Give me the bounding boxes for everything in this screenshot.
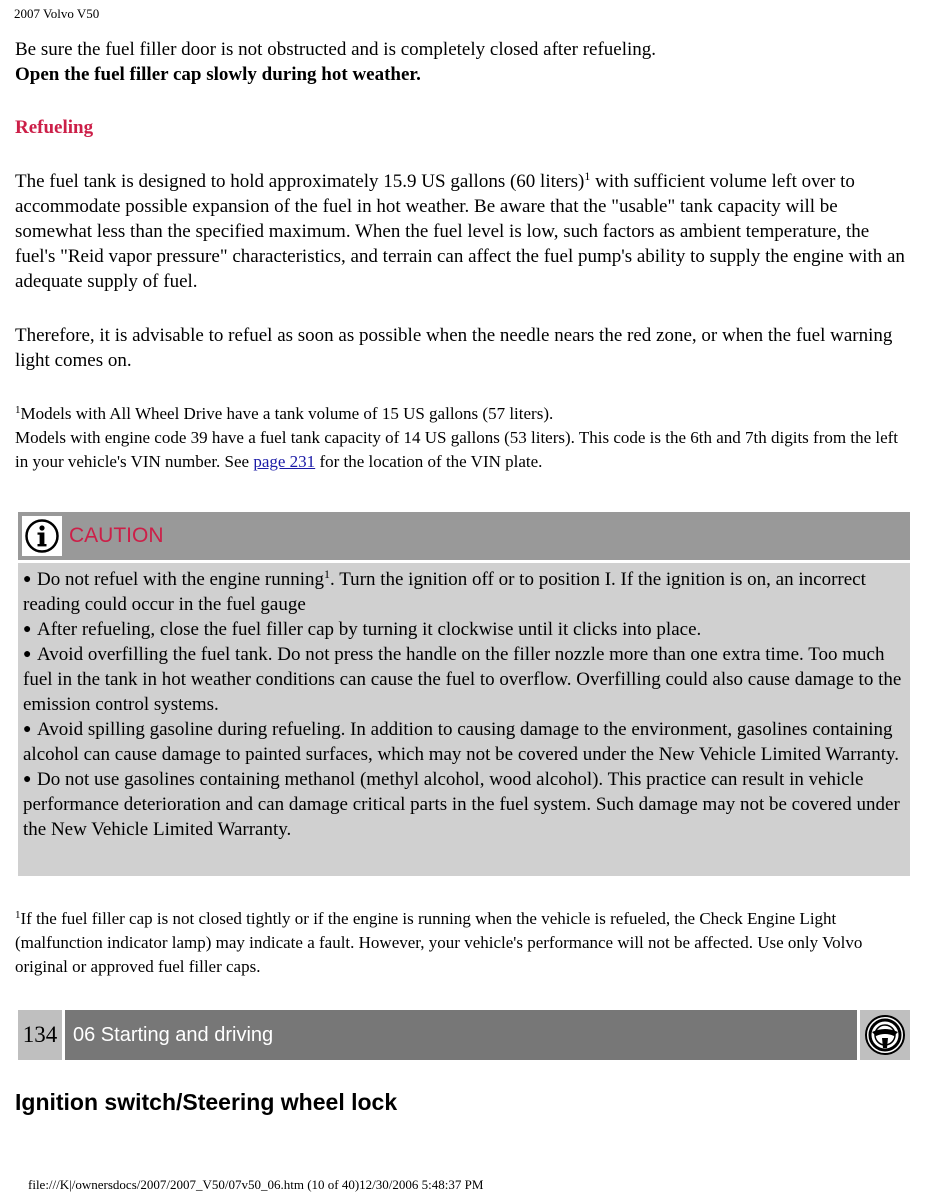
footnote-marker: 1 [584, 169, 591, 183]
refueling-paragraph-2: Therefore, it is advisable to refuel as soon as possible when the needle nears the red zone, or when the fuel warning light comes on. [15, 325, 893, 371]
caution-item: ● Avoid overfilling the fuel tank. Do not press the handle on the filler nozzle more than one extra time. Too much fuel in the tank in hot weather conditions can cause the fuel to overflow. Overfilling could also cause damage to the emission control systems. [23, 644, 902, 715]
footnote-marker: 1 [324, 567, 331, 581]
caution-item: ● Avoid spilling gasoline during refueling. In addition to causing damage to the environment, gasolines containing alcohol can cause damage to painted surfaces, which may not be covered under the New Vehicle Limited Warranty. [23, 719, 900, 765]
footnote-marker: 1 [15, 404, 21, 416]
info-icon [22, 516, 62, 556]
section-heading-refueling: Refueling [15, 117, 94, 138]
caution-box [18, 512, 910, 876]
steering-wheel-icon [857, 1010, 910, 1060]
caution-header [18, 512, 910, 563]
refueling-paragraph-1-text: The fuel tank is designed to hold approximately 15.9 US gallons (60 liters) [15, 171, 585, 192]
chapter-title: 06 Starting and driving [65, 1010, 857, 1060]
page-231-link[interactable]: page 231 [253, 452, 316, 471]
tank-footnote-line-2: Models with engine code 39 have a fuel tank capacity of 14 US gallons (53 liters). This code is the 6th and 7th digits from the left in your vehicle's VIN number. See page 231 for the location of the VIN plate. [15, 428, 899, 471]
section-heading-ignition: Ignition switch/Steering wheel lock [15, 1089, 398, 1115]
tank-footnote [15, 402, 910, 474]
intro-line: Be sure the fuel filler door is not obstructed and is completely closed after refueling. [15, 39, 657, 60]
bullet-icon: ● [23, 722, 32, 737]
caution-item: ● Do not use gasolines containing methanol (methyl alcohol, wood alcohol). This practice can result in vehicle performance deterioration and can damage critical parts in the fuel system. Such damage may not be covered under the New Vehicle Limited Warranty. [23, 769, 900, 840]
footer-file-path: file:///K|/ownersdocs/2007/2007_V50/07v50_06.htm (10 of 40)12/30/2006 5:48:37 PM [28, 1177, 484, 1192]
bullet-icon: ● [23, 622, 32, 637]
caution-item: ● After refueling, close the fuel filler cap by turning it clockwise until it clicks into place. [23, 619, 702, 640]
caution-item: ● Do not refuel with the engine running$^1$. Turn the ignition off or to position I. If the ignition is on, an incorrect reading could occur in the fuel gauge [23, 567, 866, 615]
intro-warning: Open the fuel filler cap slowly during hot weather. [15, 64, 421, 85]
tank-footnote-line-1: $^1$Models with All Wheel Drive have a tank volume of 15 US gallons (57 liters). [15, 404, 554, 423]
caution-footnote: $^1$If the fuel filler cap is not closed tightly or if the engine is running when the vehicle is refueled, the Check Engine Light (malfunction indicator lamp) may indicate a fault. However, your vehicle's performance will not be affected. Use only Volvo original or approved fuel filler caps. [15, 909, 863, 976]
page-content [15, 37, 910, 474]
bullet-icon: ● [23, 647, 32, 662]
refueling-paragraph-1-rest: with sufficient volume left over to accommodate possible expansion of the fuel in hot weather. Be aware that the "usable" tank capacity will be somewhat less than the specified maximum. When the fuel level is low, such factors as ambient temperature, the fuel's "Reid vapor pressure" characteristics, and terrain can affect the fuel pump's ability to supply the engine with an adequate supply of fuel. [15, 171, 905, 292]
caution-list [18, 563, 910, 842]
page-bar [18, 1010, 910, 1060]
bullet-icon: ● [23, 772, 32, 787]
caution-title: CAUTION [69, 524, 164, 547]
footnote-marker: 1 [15, 909, 21, 921]
browser-header: 2007 Volvo V50 [14, 6, 100, 21]
refueling-paragraph-1 [15, 169, 910, 294]
page-number: 134 [18, 1010, 65, 1060]
bullet-icon: ● [23, 572, 32, 587]
